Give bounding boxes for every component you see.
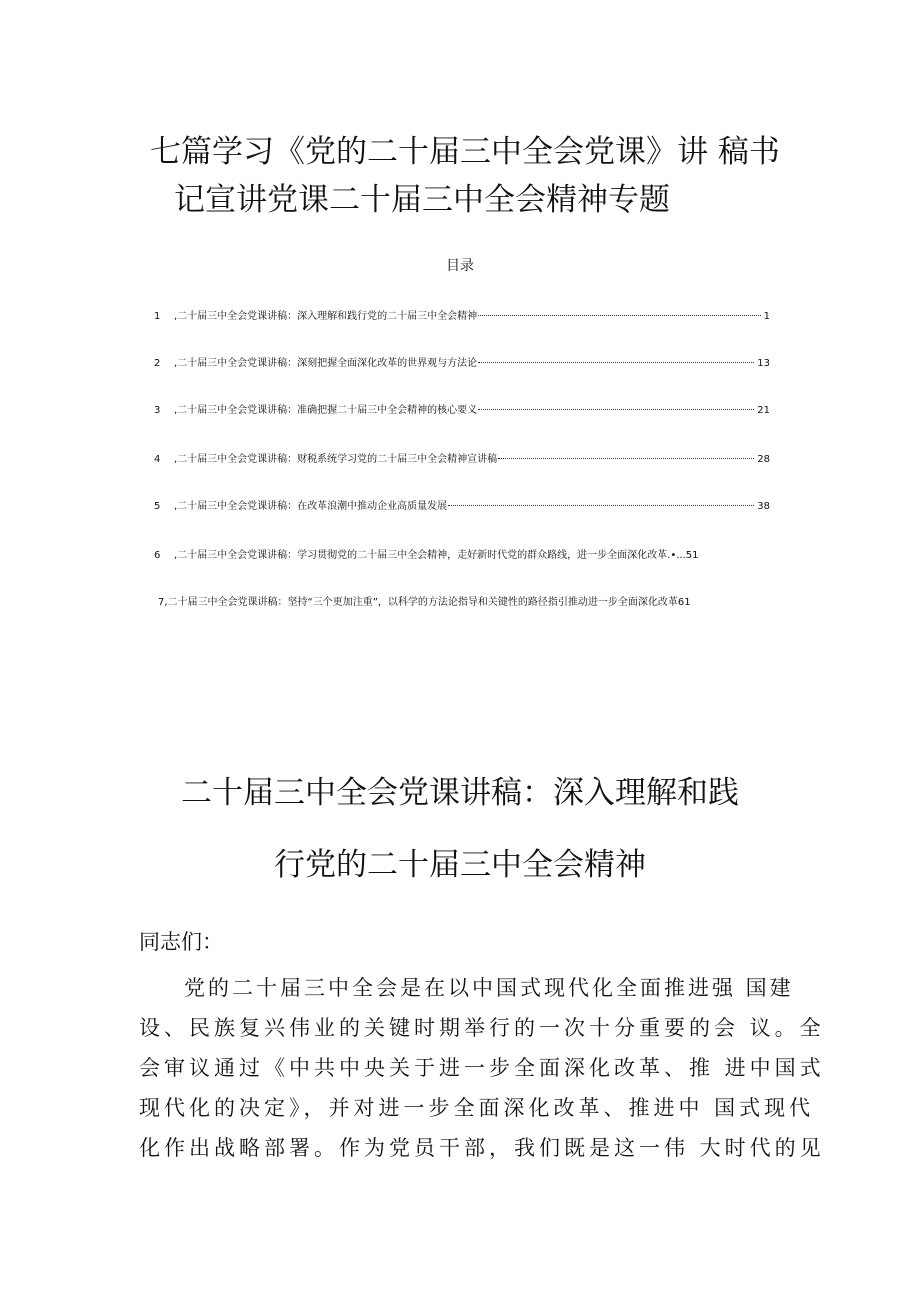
toc-leader-dots [448,505,754,506]
toc-entry-number: 1 [154,311,161,322]
document-title-line-2: 记宣讲党课二十届三中全会精神专题 [174,182,670,218]
toc-entry-3[interactable] [154,403,770,419]
document-title-line-1: 七篇学习《党的二十届三中全会党课》讲 稿书 [150,134,780,170]
body-line: 党的二十届三中全会是在以中国式现代化全面推进强 国建 [184,976,794,1000]
toc-entry-text: ,二十届三中全会党课讲稿：深刻把握全面深化改革的世界观与方法论 [174,358,478,369]
toc-leader-dots [498,458,754,459]
toc-entry-page: 13 [757,358,770,369]
toc-entry-text: ,二十届三中全会党课讲稿：在改革浪潮中推动企业高质量发展 [174,501,448,512]
body-line: 现代化的决定》，并对进一步全面深化改革、推进中 国式现代 [139,1096,815,1120]
toc-entry-number: 3 [154,405,161,416]
body-line: 化作出战略部署。作为党员干部，我们既是这一伟 大时代的见 [139,1136,825,1160]
section-title [0,757,920,901]
toc-entry-page: 28 [757,454,770,465]
toc-entry-5[interactable] [154,499,770,515]
toc-leader-dots [478,362,754,363]
toc-leader-dots [478,315,760,316]
section-title-line-2: 行党的二十届三中全会精神 [274,847,646,883]
toc-entry-number: 5 [154,501,161,512]
toc-entry-text: ,二十届三中全会党课讲稿：财税系统学习党的二十届三中全会精神宣讲稿 [174,454,498,465]
toc-entry-6[interactable] [154,548,770,564]
toc-entry-4[interactable] [154,452,770,468]
toc-entry-page: 21 [757,405,770,416]
toc-entry-text: 7,二十届三中全会党课讲稿：坚持“三个更加注重”，以科学的方法论指导和关键性的路径指引推动进一步全面深化改革61 [158,597,691,608]
toc-entry-text: ,二十届三中全会党课讲稿：准确把握二十届三中全会精神的核心要义 [174,405,478,416]
toc-leader-dots [478,409,754,410]
toc-entry-2[interactable] [154,356,770,372]
toc-entry-number: 6 [154,550,161,561]
document-title [150,128,800,224]
section-title-line-1: 二十届三中全会党课讲稿：深入理解和践 [181,775,739,811]
toc-heading: 目录 [446,258,474,274]
toc-entry-text: ,二十届三中全会党课讲稿：学习贯彻党的二十届三中全会精神，走好新时代党的群众路线，进一步全面深化改革.•...51 [174,550,699,561]
body-line: 会审议通过《中共中央关于进一步全面深化改革、推 进中国式 [139,1056,825,1080]
toc-entry-1[interactable] [154,309,770,325]
toc-entry-page: 1 [763,311,770,322]
toc-entry-number: 2 [154,358,161,369]
toc-entry-7[interactable] [158,595,774,611]
toc-entry-number: 4 [154,454,161,465]
body-line: 设、民族复兴伟业的关键时期举行的一次十分重要的会 议。全 [139,1016,825,1040]
toc-entry-page: 38 [757,501,770,512]
body-paragraph [139,968,825,1168]
toc-entry-text: ,二十届三中全会党课讲稿：深入理解和践行党的二十届三中全会精神 [174,311,478,322]
salutation: 同志们： [139,930,223,954]
